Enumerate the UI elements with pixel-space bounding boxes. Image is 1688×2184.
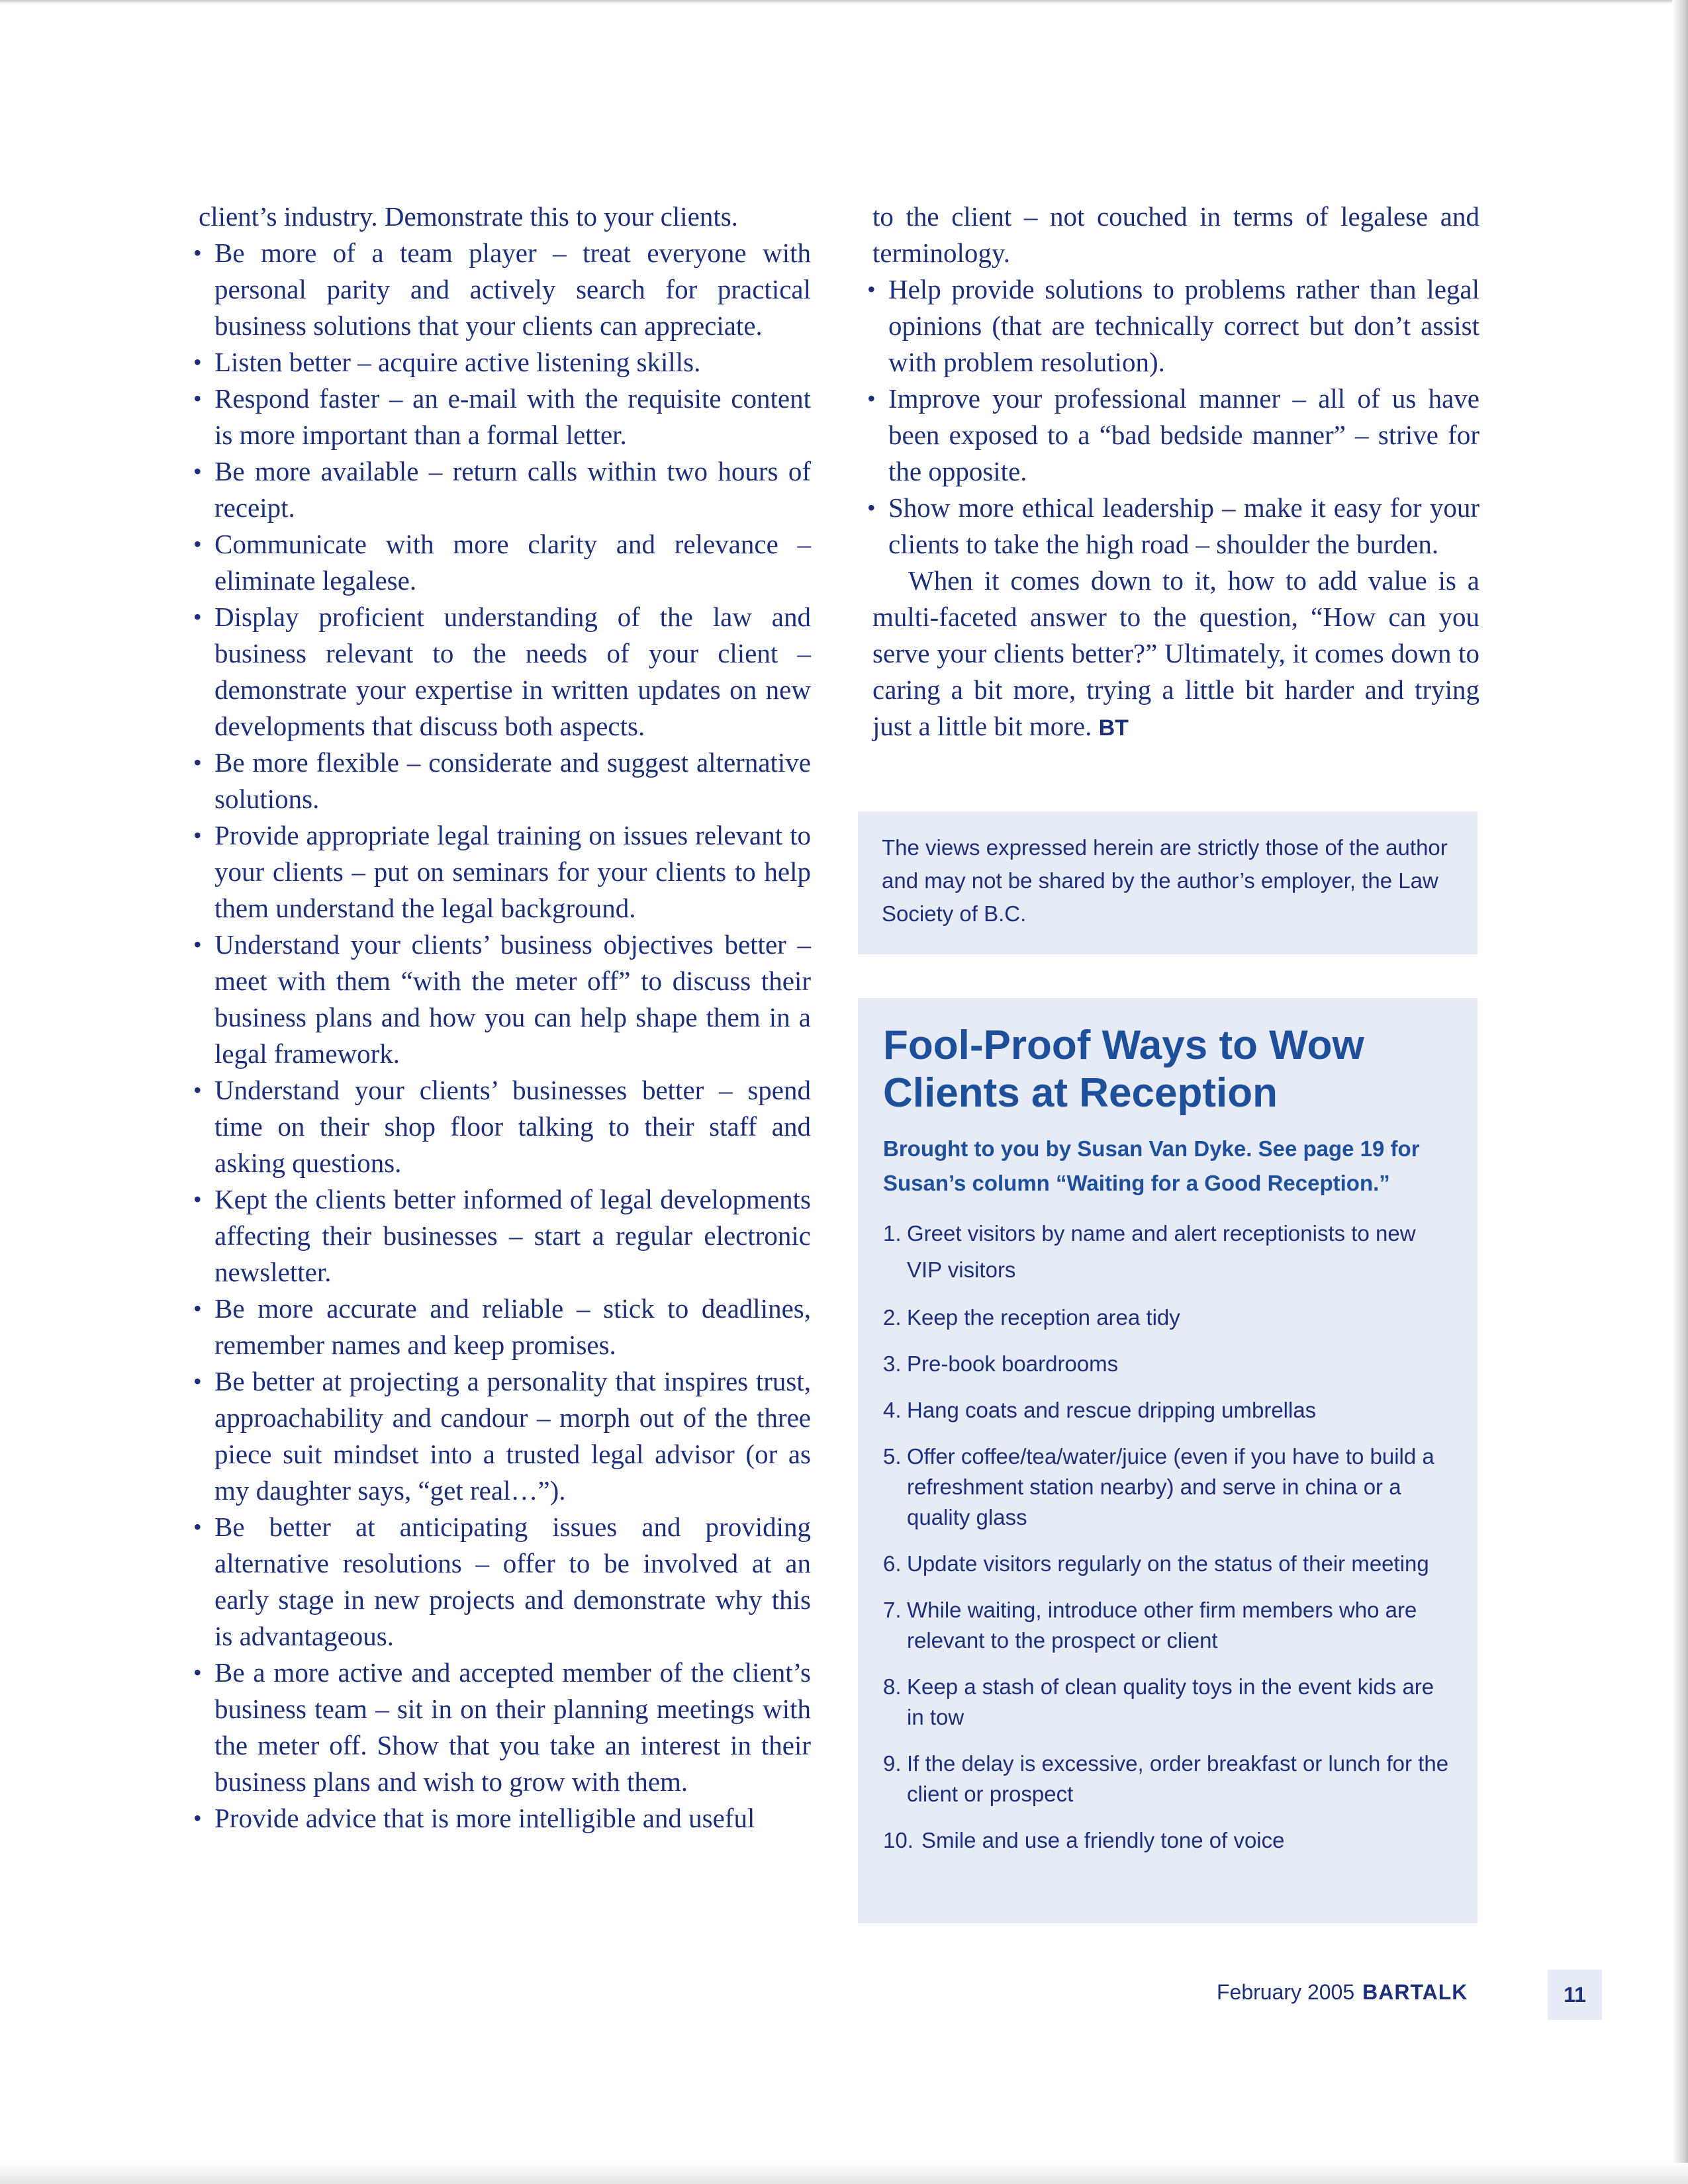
list-item: • Display proficient understanding of the law and business relevant to the needs of your client – demonstrate your expertise in written updates on new developments that discuss both aspects.	[199, 599, 811, 745]
list-item: 4. Hang coats and rescue dripping umbrellas	[883, 1398, 1317, 1422]
list-item: • Provide appropriate legal training on issues relevant to your clients – put on seminars for your clients to help them understand the legal background.	[199, 817, 811, 927]
list-item: 8. Keep a stash of clean quality toys in the event kids are in tow	[883, 1674, 1434, 1729]
bullet-icon: •	[193, 931, 202, 958]
bullet-icon: •	[193, 1077, 202, 1103]
list-item: • Be a more active and accepted member of the client’s business team – sit in on their planning meetings with the meter off. Show that you take an interest in their business plans and wish to grow with them.	[199, 1655, 811, 1800]
page-number: 11	[1548, 1970, 1602, 2020]
list-item: • Kept the clients better informed of legal developments affecting their businesses – start a regular electronic newsletter.	[199, 1181, 811, 1291]
list-item: • Improve your professional manner – all of us have been exposed to a “bad bedside manner” – strive for the opposite.	[872, 381, 1479, 490]
bullet-icon: •	[193, 240, 202, 266]
page-footer	[1217, 1980, 1468, 2005]
disclaimer-box	[858, 811, 1477, 954]
bullet-icon: •	[193, 1659, 202, 1686]
left-bullet-list	[193, 235, 811, 1837]
page-edge-top	[0, 0, 1688, 4]
bullet-icon: •	[193, 822, 202, 848]
bullet-icon: •	[193, 531, 202, 557]
list-item: • Listen better – acquire active listening skills.	[199, 344, 811, 381]
list-item: 7. While waiting, introduce other firm members who are relevant to the prospect or client	[883, 1598, 1417, 1653]
bullet-icon: •	[193, 749, 202, 776]
bullet-icon: •	[193, 1368, 202, 1394]
tips-list	[883, 1215, 1454, 1856]
sidebar-box	[858, 998, 1477, 1923]
end-mark: BT	[1098, 715, 1129, 741]
left-column	[193, 199, 811, 1837]
sidebar-title: Fool-Proof Ways to Wow Clients at Reception	[883, 1023, 1364, 1116]
page-edge-right	[1672, 0, 1688, 2184]
bullet-icon: •	[193, 349, 202, 375]
list-item: • Be better at projecting a personality that inspires trust, approachability and candour – morph out of the three piece suit mindset into a trusted legal advisor (or as my daughter says, “get real…”).	[199, 1363, 811, 1509]
bullet-icon: •	[193, 1805, 202, 1831]
list-item: 5. Offer coffee/tea/water/juice (even if you have to build a refreshment station nearby) and serve in china or a quality glass	[883, 1444, 1434, 1529]
bullet-icon: •	[867, 494, 876, 521]
list-item: 3. Pre-book boardrooms	[883, 1351, 1119, 1376]
bullet-icon: •	[867, 276, 876, 302]
publication-name: BARTALK	[1362, 1980, 1468, 2004]
bullet-icon: •	[193, 1514, 202, 1540]
list-item: • Show more ethical leadership – make it easy for your clients to take the high road – shoulder the burden.	[872, 490, 1479, 563]
list-item: • Be more available – return calls within two hours of receipt.	[199, 453, 811, 526]
bullet-icon: •	[193, 1186, 202, 1212]
list-item: 6. Update visitors regularly on the status of their meeting	[883, 1551, 1429, 1576]
disclaimer-text: The views expressed herein are strictly those of the author and may not be shared by the author’s employer, the Law Society of B.C.	[882, 835, 1448, 926]
list-item: • Be more of a team player – treat everyone with personal parity and actively search for practical business solutions that your clients can appreciate.	[199, 235, 811, 344]
page-edge-bottom	[0, 2163, 1688, 2184]
list-item: 1. Greet visitors by name and alert receptionists to new VIP visitors	[883, 1221, 1416, 1282]
list-item: • Be more accurate and reliable – stick to deadlines, remember names and keep promises.	[199, 1291, 811, 1363]
right-bullet-list	[867, 271, 1479, 563]
list-item: • Help provide solutions to problems rather than legal opinions (that are technically correct but don’t assist with problem resolution).	[872, 271, 1479, 381]
list-item: • Respond faster – an e-mail with the requisite content is more important than a formal letter.	[199, 381, 811, 453]
bullet-icon: •	[193, 1295, 202, 1322]
continuation-text: to the client – not couched in terms of legalese and terminology.	[872, 201, 1479, 268]
bullet-icon: •	[867, 385, 876, 412]
list-item: • Understand your clients’ businesses better – spend time on their shop floor talking to their staff and asking questions.	[199, 1072, 811, 1181]
bullet-icon: •	[193, 604, 202, 630]
list-item: • Understand your clients’ business objectives better – meet with them “with the meter off” to discuss their business plans and how you can help shape them in a legal framework.	[199, 927, 811, 1072]
bullet-icon: •	[193, 385, 202, 412]
issue-date: February 2005	[1217, 1980, 1355, 2004]
right-column	[867, 199, 1479, 747]
closing-paragraph: When it comes down to it, how to add value is a multi-faceted answer to the question, “How can you serve your clients better?” Ultimately, it comes down to caring a bit more, trying a little bit harder and trying just a little bit more. BT	[872, 565, 1479, 741]
list-item: • Provide advice that is more intelligible and useful	[199, 1800, 811, 1837]
list-item: • Be better at anticipating issues and providing alternative resolutions – offer to be involved at an early stage in new projects and demonstrate why this is advantageous.	[199, 1509, 811, 1655]
list-item: 2. Keep the reception area tidy	[883, 1305, 1180, 1330]
intro-line: client’s industry. Demonstrate this to your clients.	[199, 201, 738, 232]
sidebar-byline: Brought to you by Susan Van Dyke. See page 19 for Susan’s column “Waiting for a Good Reception.”	[883, 1136, 1420, 1195]
list-item: 10. Smile and use a friendly tone of voice	[883, 1828, 1285, 1852]
list-item: • Communicate with more clarity and relevance – eliminate legalese.	[199, 526, 811, 599]
list-item: 9. If the delay is excessive, order breakfast or lunch for the client or prospect	[883, 1751, 1449, 1806]
bullet-icon: •	[193, 458, 202, 484]
list-item: • Be more flexible – considerate and suggest alternative solutions.	[199, 745, 811, 817]
